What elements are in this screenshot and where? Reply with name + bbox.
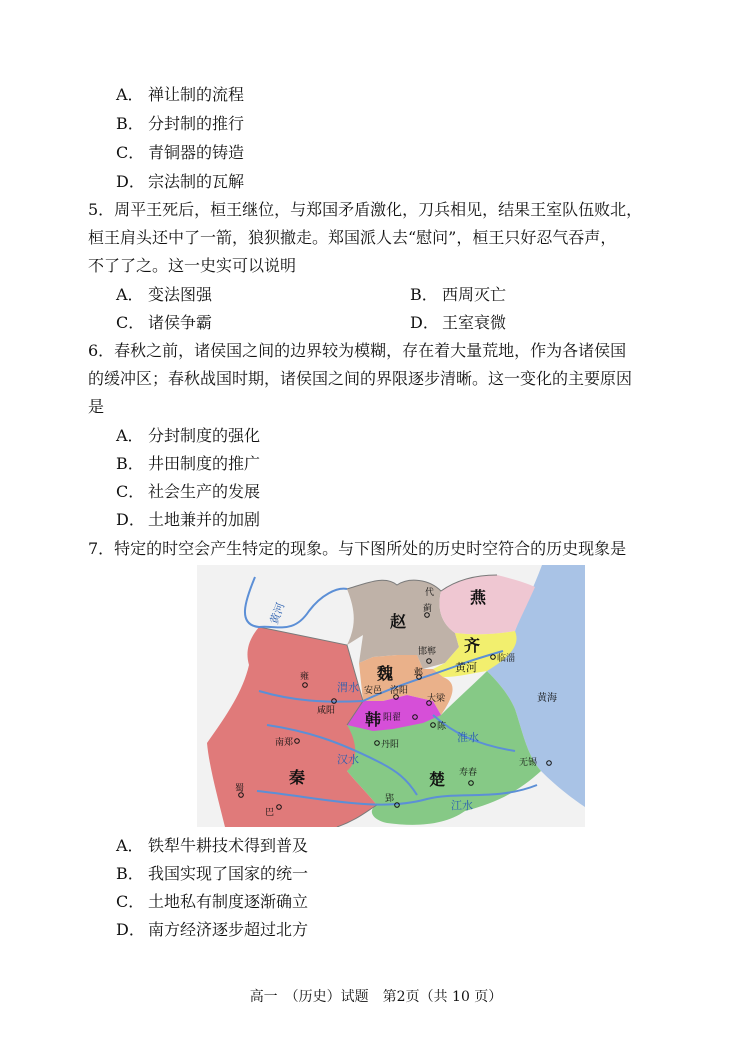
state-label-chu: 楚 (429, 770, 446, 789)
city-label-anyi: 安邑 (364, 686, 383, 696)
q6-option-d: D． 土地兼并的加剧 (116, 510, 261, 529)
q7-option-b: B． 我国实现了国家的统一 (116, 864, 309, 883)
q5-option-c: C． 诸侯争霸 (116, 313, 213, 332)
q5-option-d: D． 王室衰微 (410, 313, 507, 332)
q5-stem-line-1: 5．周平王死后，桓王继位，与郑国矛盾激化，刀兵相见，结果王室队伍败北， (88, 200, 643, 219)
water-label-huanghe-east: 黄河 (455, 661, 477, 674)
q6-stem-line-1: 6．春秋之前，诸侯国之间的边界较为模糊，存在着大量荒地，作为各诸侯国 (88, 341, 627, 360)
water-label-jiangshui: 江水 (451, 799, 473, 812)
q5-option-a: A． 变法图强 (116, 285, 213, 304)
city-label-handan: 邯郸 (418, 647, 437, 657)
water-label-huaishui: 淮水 (457, 731, 479, 744)
q7-option-c: C． 土地私有制度逐渐确立 (116, 892, 309, 911)
city-label-shu: 蜀 (235, 784, 245, 794)
city-label-xianyang: 咸阳 (317, 706, 336, 716)
city-label-yangzhai: 阳翟 (383, 713, 402, 723)
state-label-qin: 秦 (289, 768, 306, 787)
city-label-shouchun: 寿春 (459, 768, 478, 778)
city-label-chen: 陈 (437, 722, 447, 732)
city-label-yong: 雍 (300, 672, 310, 682)
q5-stem-line-3: 不了了之。这一史实可以说明 (88, 256, 297, 275)
q7-option-a: A． 铁犁牛耕技术得到普及 (116, 836, 309, 855)
city-label-linzi: 临淄 (497, 654, 516, 664)
q6-option-b: B． 井田制度的推广 (116, 454, 261, 473)
city-label-luoyang: 洛阳 (390, 686, 409, 696)
state-label-wei: 魏 (377, 664, 394, 683)
state-label-yan: 燕 (470, 588, 487, 607)
q4-option-c: C． 青铜器的铸造 (116, 143, 245, 162)
page-footer: 高一 （历史）试题 第2页（共 10 页） (249, 989, 503, 1005)
city-label-wuxi: 无锡 (519, 758, 538, 768)
city-label-nanzheng: 南郑 (275, 738, 294, 748)
q5-option-b: B． 西周灭亡 (410, 285, 507, 304)
city-label-dai: 代 (425, 588, 435, 598)
q7-option-d: D． 南方经济逐步超过北方 (116, 920, 309, 939)
q6-stem-line-2: 的缓冲区；春秋战国时期，诸侯国之间的界限逐步清晰。这一变化的主要原因 (88, 369, 633, 388)
water-label-huanghai: 黄海 (537, 693, 557, 704)
q5-stem-line-2: 桓王肩头还中了一箭，狼狈撤走。郑国派人去“慰问”，桓王只好忍气吞声， (88, 228, 617, 247)
q6-option-a: A． 分封制度的强化 (116, 426, 261, 445)
city-label-ye: 邺 (414, 668, 424, 678)
city-label-danyang: 丹阳 (381, 740, 400, 750)
q7-stem: 7．特定的时空会产生特定的现象。与下图所处的历史时空符合的历史现象是 (88, 539, 627, 558)
q4-option-d: D． 宗法制的瓦解 (116, 172, 245, 191)
warring-states-map (197, 565, 585, 827)
city-label-daliang: 大梁 (427, 694, 446, 704)
q4-option-b: B． 分封制的推行 (116, 114, 245, 133)
water-label-hanshui: 汉水 (337, 753, 359, 766)
water-label-huanghe-west: 黄河 (267, 600, 288, 627)
q6-option-c: C． 社会生产的发展 (116, 482, 261, 501)
q4-option-a: A． 禅让制的流程 (116, 85, 245, 104)
q6-stem-line-3: 是 (88, 397, 105, 416)
water-label-weishui: 渭水 (337, 681, 359, 694)
city-label-ba: 巴 (265, 808, 275, 818)
state-label-qi: 齐 (464, 636, 481, 655)
city-label-ji: 蓟 (423, 604, 433, 614)
state-label-han: 韩 (365, 710, 382, 729)
state-label-zhao: 赵 (390, 612, 407, 631)
city-label-ying: 郢 (385, 794, 395, 804)
